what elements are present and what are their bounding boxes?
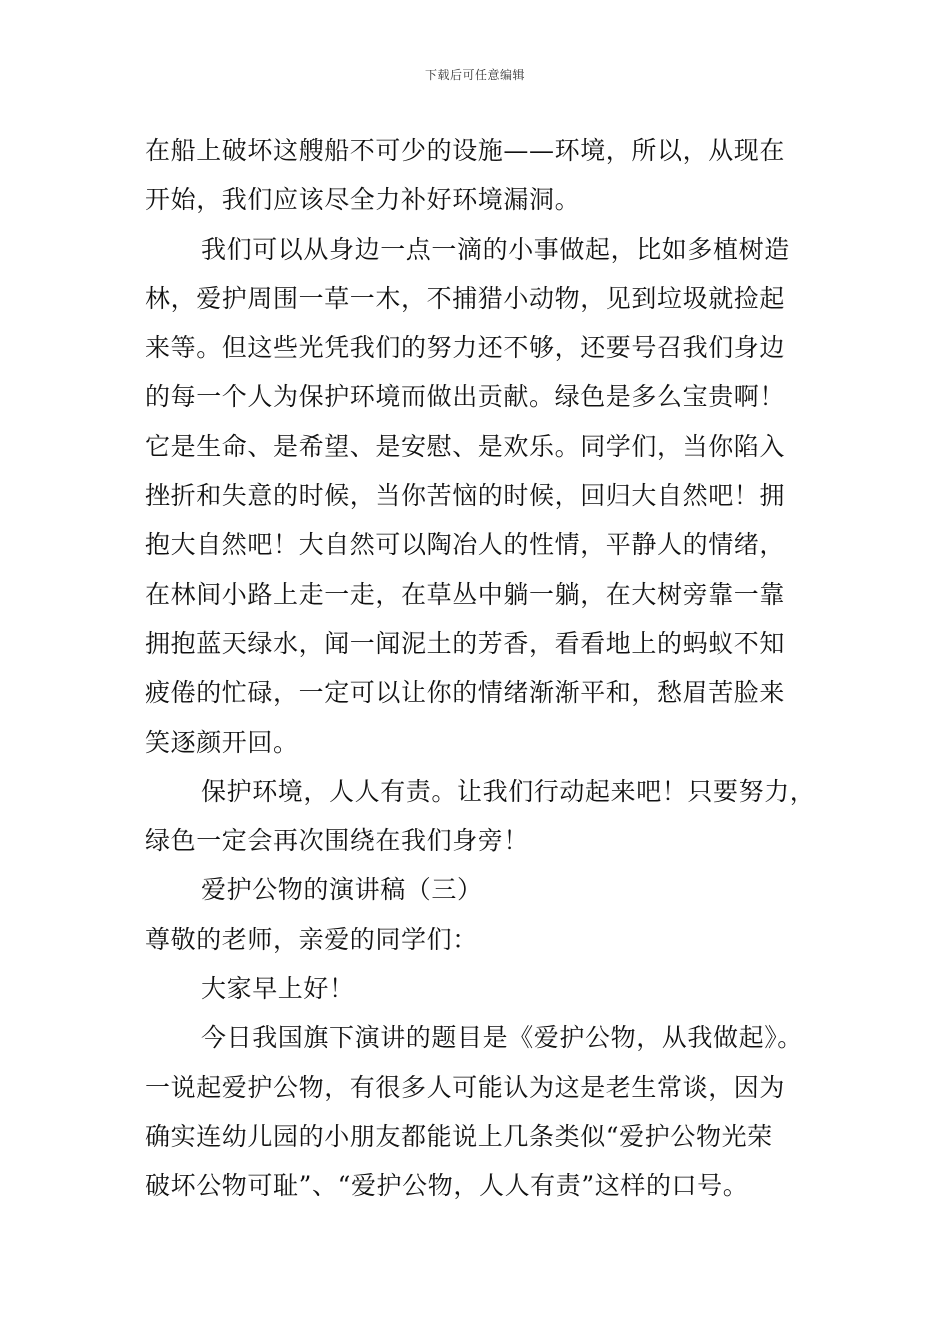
- text-line: 挫折和失意的时候，当你苦恼的时候，回归大自然吧！拥: [145, 481, 786, 511]
- paragraph-start-line: 今日我国旗下演讲的题目是《爱护公物，从我做起》。: [201, 1023, 803, 1053]
- greeting: 大家早上好！: [201, 974, 355, 1004]
- text-line: 确实连幼儿园的小朋友都能说上几条类似“爱护公物光荣: [145, 1121, 773, 1151]
- text-line: 开始，我们应该尽全力补好环境漏洞。: [145, 185, 581, 215]
- paragraph-start-line: 保护环境，人人有责。让我们行动起来吧！只要努力，: [201, 776, 816, 806]
- text-line: 来等。但这些光凭我们的努力还不够，还要号召我们身边: [145, 333, 786, 363]
- document-body: [145, 126, 825, 1211]
- text-line: 绿色一定会再次围绕在我们身旁！: [145, 826, 530, 856]
- text-line: 林，爱护周围一草一木，不捕猎小动物，见到垃圾就捡起: [145, 283, 786, 313]
- page-header: 下载后可任意编辑: [424, 68, 525, 82]
- text-line: 抱大自然吧！大自然可以陶冶人的性情，平静人的情绪，: [145, 530, 786, 560]
- salutation: 尊敬的老师，亲爱的同学们：: [145, 924, 478, 954]
- text-line: 在林间小路上走一走，在草丛中躺一躺，在大树旁靠一靠: [145, 579, 786, 609]
- text-line: 笑逐颜开回。: [145, 727, 299, 757]
- text-line: 它是生命、是希望、是安慰、是欢乐。同学们，当你陷入: [145, 431, 786, 461]
- text-line: 在船上破坏这艘船不可少的设施——环境，所以，从现在: [145, 136, 786, 165]
- text-line: 拥抱蓝天绿水，闻一闻泥土的芳香，看看地上的蚂蚁不知: [145, 628, 786, 658]
- text-line: 破坏公物可耻”、“爱护公物，人人有责”这样的口号。: [145, 1171, 749, 1201]
- text-line: 疲倦的忙碌，一定可以让你的情绪渐渐平和，愁眉苦脸来: [145, 678, 786, 708]
- section-title: 爱护公物的演讲稿（三）: [201, 875, 483, 905]
- text-line: 的每一个人为保护环境而做出贡献。绿色是多么宝贵啊！: [145, 382, 786, 412]
- paragraph-start-line: 我们可以从身边一点一滴的小事做起，比如多植树造: [201, 234, 790, 264]
- text-line: 一说起爱护公物，有很多人可能认为这是老生常谈，因为: [145, 1072, 786, 1102]
